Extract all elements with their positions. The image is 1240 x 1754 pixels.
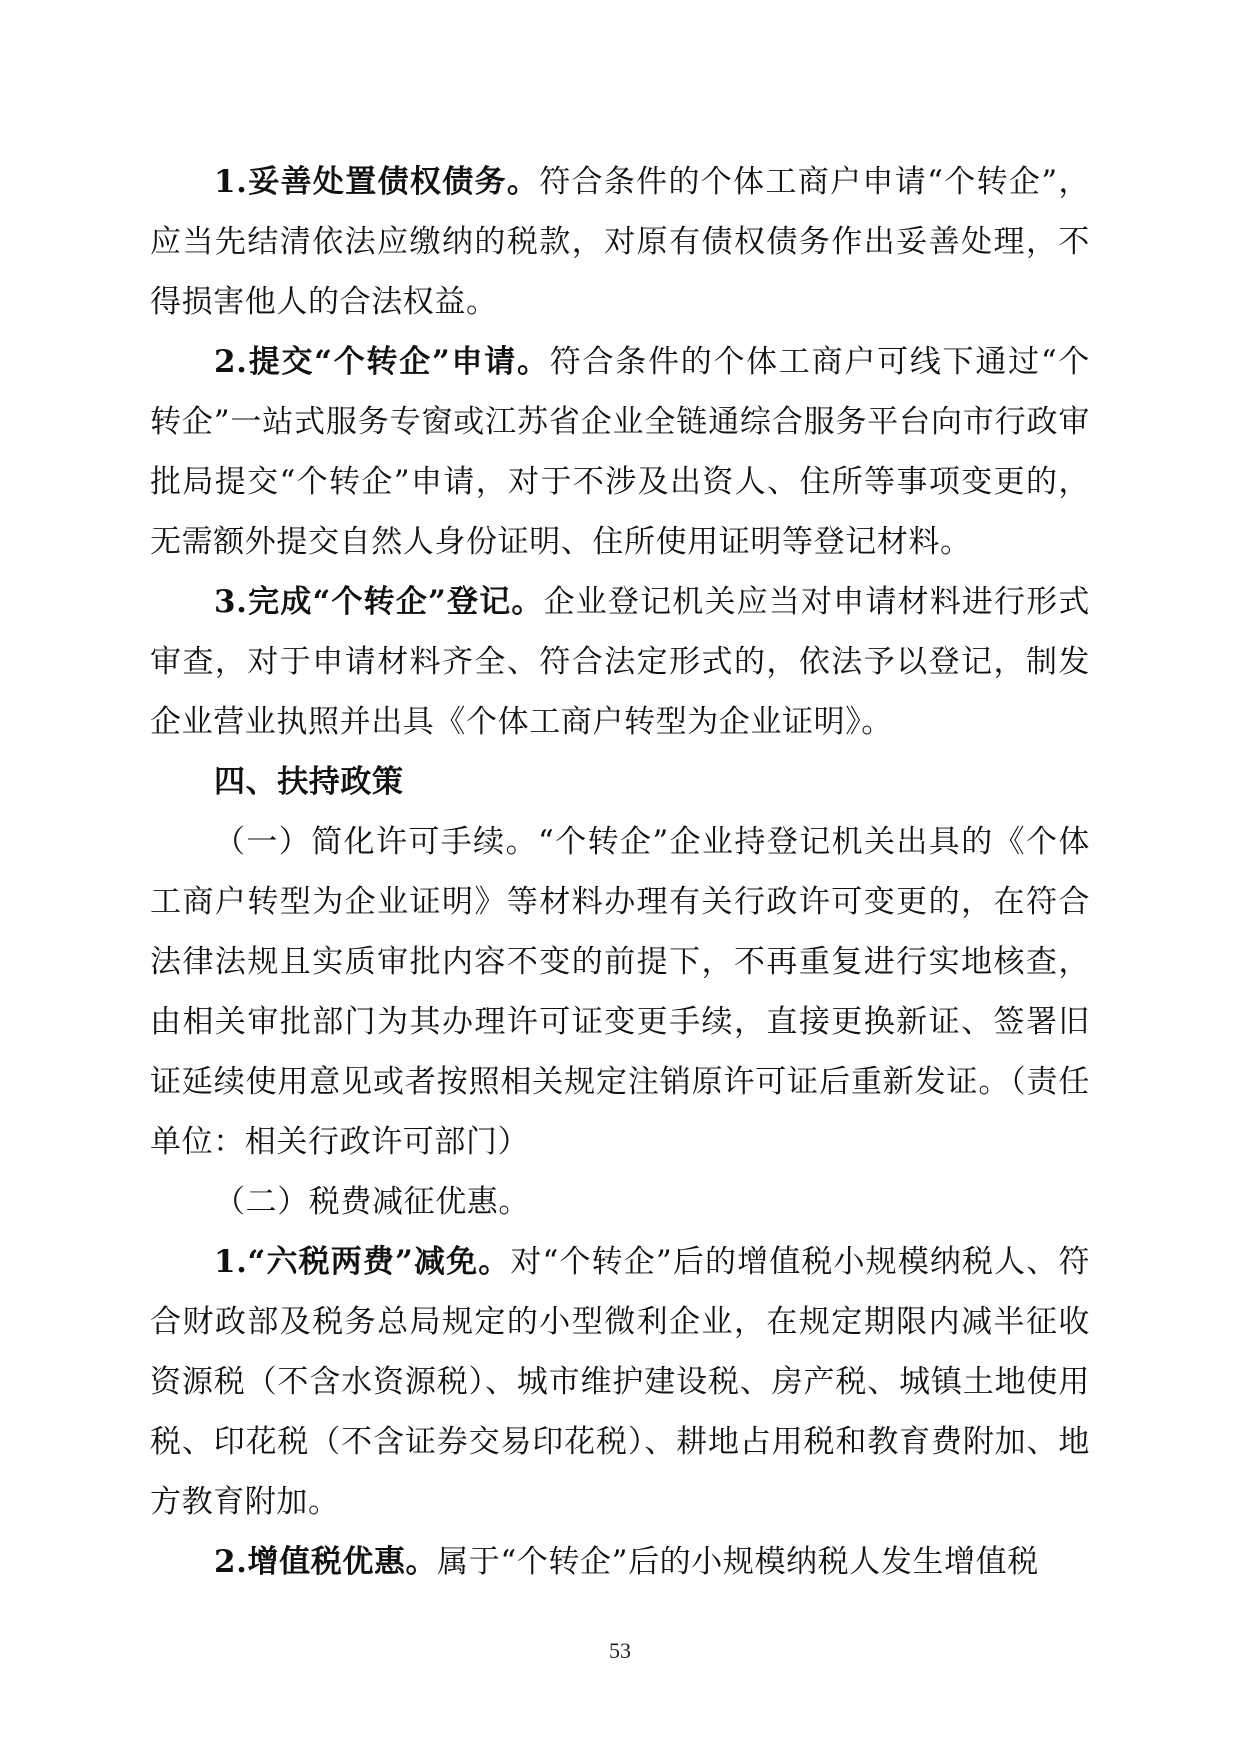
subsection-tax-reduction: （二）税费减征优惠。 [214, 1184, 530, 1220]
paragraph-text: 符合条件的个体工商户申请“个转企”，应当先结清依法应缴纳的税款，对原有债权债务作出妥善处理，不得损害他人的合法权益。 [150, 164, 1090, 320]
document-page [150, 152, 1090, 1592]
paragraph-debt-handling [150, 152, 1090, 332]
paragraph-complete-registration [150, 572, 1090, 752]
paragraph-lead: 3.完成“个转企”登记。 [214, 584, 544, 620]
paragraph-text: 对“个转企”后的增值税小规模纳税人、符合财政部及税务总局规定的小型微利企业，在规定期限内减半征收资源税（不含水资源税）、城市维护建设税、房产税、城镇土地使用税、印花税（不含证券交易印花税）、耕地占用税和教育费附加、地方教育附加。 [150, 1244, 1090, 1520]
paragraph-lead: 1.妥善处置债权债务。 [214, 164, 540, 200]
paragraph-text: 符合条件的个体工商户可线下通过“个转企”一站式服务专窗或江苏省企业全链通综合服务平台向市行政审批局提交“个转企”申请，对于不涉及出资人、住所等事项变更的，无需额外提交自然人身份证明、住所使用证明等登记材料。 [150, 344, 1090, 560]
paragraph-submit-application [150, 332, 1090, 572]
paragraph-six-taxes-two-fees [150, 1232, 1090, 1532]
paragraph-lead: 2.提交“个转企”申请。 [214, 344, 550, 380]
paragraph-text: 属于“个转企”后的小规模纳税人发生增值税 [437, 1544, 1039, 1580]
paragraph-text: 企业登记机关应当对申请材料进行形式审查，对于申请材料齐全、符合法定形式的，依法予以登记，制发企业营业执照并出具《个体工商户转型为企业证明》。 [150, 584, 1090, 740]
paragraph-lead: 1.“六税两费”减免。 [214, 1244, 511, 1280]
paragraph-lead: 2.增值税优惠。 [214, 1544, 438, 1580]
subsection-simplify-licensing: （一）简化许可手续。“个转企”企业持登记机关出具的《个体工商户转型为企业证明》等材料办理有关行政许可变更的，在符合法律法规且实质审批内容不变的前提下，不再重复进行实地核查，由相关审批部门为其办理许可证变更手续，直接更换新证、签署旧证延续使用意见或者按照相关规定注销原许可证后重新发证。（责任单位：相关行政许可部门） [150, 824, 1090, 1160]
section-heading: 四、扶持政策 [214, 764, 404, 800]
paragraph-vat-preference [150, 1532, 1090, 1592]
page-number: 53 [609, 1638, 631, 1663]
